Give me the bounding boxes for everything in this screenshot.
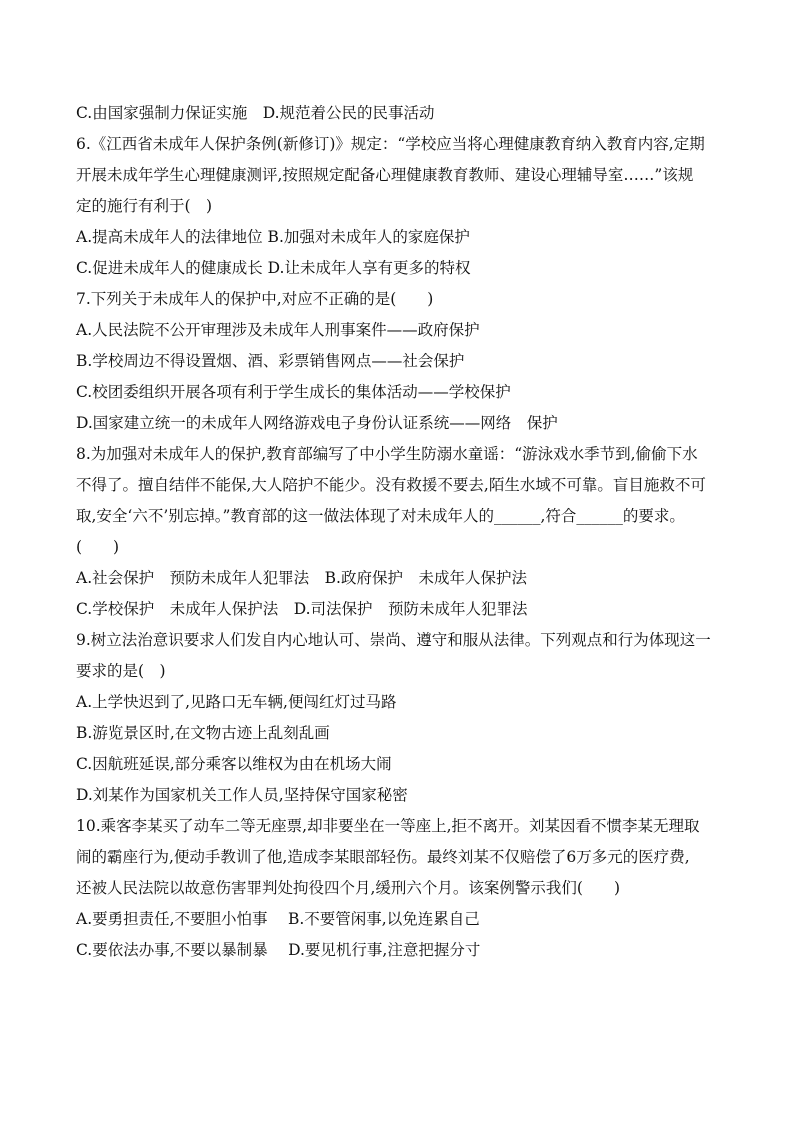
question-7-option-b: B.学校周边不得设置烟、酒、彩票销售网点——社会保护 [76,352,465,370]
question-7-stem: 7.下列关于未成年人的保护中,对应不正确的是( ) [76,290,434,308]
question-6-options: A.提高未成年人的法律地位 B.加强对未成年人的家庭保护 [76,228,470,246]
option-line: C.由国家强制力保证实施 D.规范着公民的民事活动 [76,104,435,122]
question-9-option-c: C.因航班延误,部分乘客以维权为由在机场大闹 [76,755,392,773]
question-7-option-c: C.校团委组织开展各项有利于学生成长的集体活动——学校保护 [76,383,511,401]
question-9-option-b: B.游览景区时,在文物古迹上乱刻乱画 [76,724,330,742]
question-9-option-d: D.刘某作为国家机关工作人员,坚持保守国家秘密 [76,786,408,804]
question-6-stem: 开展未成年学生心理健康测评,按照规定配备心理健康教育教师、建设心理辅导室……”该规 [76,166,694,184]
question-10-stem: 10.乘客李某买了动车二等无座票,却非要坐在一等座上,拒不离开。刘某因看不惯李某无理取 [76,817,700,835]
question-6-options: C.促进未成年人的健康成长 D.让未成年人享有更多的特权 [76,259,471,277]
question-6-stem: 6.《江西省未成年人保护条例(新修订)》规定：“学校应当将心理健康教育纳入教育内容,定期 [76,135,705,153]
question-10-options: A.要勇担责任,不要胆小怕事 B.不要管闲事,以免连累自己 [76,910,480,928]
question-10-stem: 还被人民法院以故意伤害罪判处拘役四个月,缓刑六个月。该案例警示我们( ) [76,879,621,897]
question-8-stem: 取,安全‘六不’别忘掉。”教育部的这一做法体现了对未成年人的______,符合______的要求。 [76,507,685,525]
question-9-option-a: A.上学快迟到了,见路口无车辆,便闯红灯过马路 [76,693,397,711]
question-8-options: C.学校保护 未成年人保护法 D.司法保护 预防未成年人犯罪法 [76,600,528,618]
question-9-stem: 要求的是( ) [76,662,166,680]
question-8-stem: 8.为加强对未成年人的保护,教育部编写了中小学生防溺水童谣：“游泳戏水季节到,偷偷下水 [76,445,698,463]
question-8-options: A.社会保护 预防未成年人犯罪法 B.政府保护 未成年人保护法 [76,569,527,587]
question-text [76,98,722,966]
question-7-option-d: D.国家建立统一的未成年人网络游戏电子身份认证系统——网络 保护 [76,414,558,432]
question-7-option-a: A.人民法院不公开审理涉及未成年人刑事案件——政府保护 [76,321,480,339]
question-9-stem: 9.树立法治意识要求人们发自内心地认可、崇尚、遵守和服从法律。下列观点和行为体现这一 [76,631,711,649]
question-10-stem: 闹的霸座行为,便动手教训了他,造成李某眼部轻伤。最终刘某不仅赔偿了6万多元的医疗费, [76,848,690,866]
question-10-options: C.要依法办事,不要以暴制暴 D.要见机行事,注意把握分寸 [76,941,481,959]
question-8-stem: 不得了。擅自结伴不能保,大人陪护不能少。没有救援不要去,陌生水域不可靠。盲目施救不可 [76,476,706,494]
question-6-stem: 定的施行有利于( ) [76,197,213,215]
question-8-stem: ( ) [76,538,120,556]
